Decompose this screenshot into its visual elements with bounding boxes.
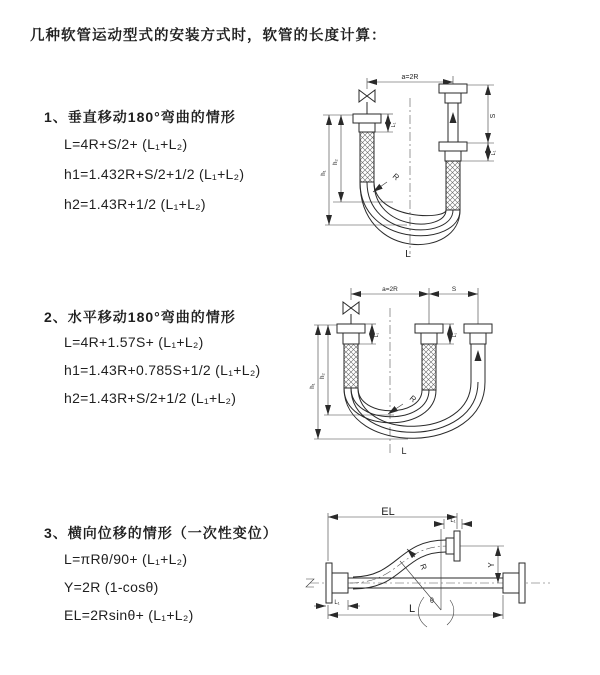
braid-section-middle (422, 344, 436, 390)
travel-arrow-icon (475, 350, 482, 361)
label-radius: R (390, 171, 401, 183)
label-fitting-left: L₁ (374, 332, 380, 338)
section-3-formula-EL: EL=2Rsinθ+ (L₁+L₂) (64, 607, 194, 623)
section-2-formula-h2: h2=1.43R+S/2+1/2 (L₁+L₂) (64, 390, 237, 406)
section-1-formula-h1: h1=1.432R+S/2+1/2 (L₁+L₂) (64, 166, 245, 182)
flange-left (353, 114, 381, 132)
dimension-offset (460, 546, 504, 583)
section-1-formula-h2: h2=1.43R+1/2 (L₁+L₂) (64, 196, 206, 212)
label-fitting-top: L₁ (450, 518, 456, 524)
dimension-fitting-top (434, 518, 472, 529)
label-length: L (401, 446, 407, 456)
label-fitting-mid: L₁ (452, 332, 458, 338)
travel-arrow-icon (450, 112, 457, 123)
flange-left (337, 324, 365, 344)
flange-upper (446, 531, 460, 561)
valve-icon (359, 90, 375, 102)
label-height-outer: h₁ (321, 170, 327, 176)
label-angle: θ (430, 598, 434, 605)
section-3-formula-L: L=πRθ/90+ (L₁+L₂) (64, 551, 188, 567)
section-2-formula-h1: h1=1.43R+0.785S+1/2 (L₁+L₂) (64, 362, 261, 378)
diagram-lateral-displacement (298, 503, 600, 655)
section-2-formula-L: L=4R+1.57S+ (L₁+L₂) (64, 334, 204, 350)
flange-right-upper (439, 84, 467, 103)
section-1-formula-L: L=4R+S/2+ (L₁+L₂) (64, 136, 188, 152)
dimension-length (328, 595, 503, 619)
label-radius: R (407, 393, 418, 405)
flange-left (326, 563, 348, 603)
doc-title: 几种软管运动型式的安装方式时，软管的长度计算： (30, 28, 387, 44)
label-fitting-right: L₁ (491, 150, 497, 156)
label-length: L (405, 249, 411, 260)
label-fitting-left: L₁ (334, 600, 340, 606)
label-el: EL (381, 506, 395, 518)
hose-centerline-displaced (350, 546, 448, 583)
label-width: a=2R (401, 74, 419, 81)
flange-middle (415, 324, 443, 344)
valve-icon (343, 302, 359, 314)
braid-section-left (344, 344, 358, 388)
diagram-horizontal-180-bend (306, 282, 554, 464)
braid-section-right (446, 161, 460, 210)
flange-right (464, 324, 492, 344)
label-length: L (408, 603, 416, 615)
hose-curves (344, 382, 485, 438)
section-1-heading: 1、垂直移动180°弯曲的情形 (44, 109, 236, 125)
label-fitting-left: L₁ (391, 122, 397, 128)
section-2-heading: 2、水平移动180°弯曲的情形 (44, 309, 236, 325)
label-stroke: S (490, 113, 497, 119)
flange-right-lower (439, 142, 467, 161)
dimension-fitting-left (314, 600, 360, 610)
diagram-vertical-180-bend (315, 70, 540, 260)
label-height-inner: h₂ (333, 159, 339, 165)
braid-section-left (360, 132, 374, 182)
section-3-formula-Y: Y=2R (1-cosθ) (64, 579, 159, 595)
label-width: a=2R (382, 286, 398, 293)
label-height-outer: h₁ (310, 383, 316, 389)
radius-leader (373, 182, 387, 192)
flange-right (503, 563, 525, 603)
label-radius: R (418, 562, 429, 572)
label-height-inner: h₂ (320, 373, 326, 379)
section-3-heading: 3、横向位移的情形（一次性变位） (44, 525, 278, 541)
label-offset: Y (487, 562, 496, 568)
label-stroke: S (451, 286, 457, 293)
radius-leader (407, 549, 415, 557)
dimension-width (351, 286, 478, 324)
